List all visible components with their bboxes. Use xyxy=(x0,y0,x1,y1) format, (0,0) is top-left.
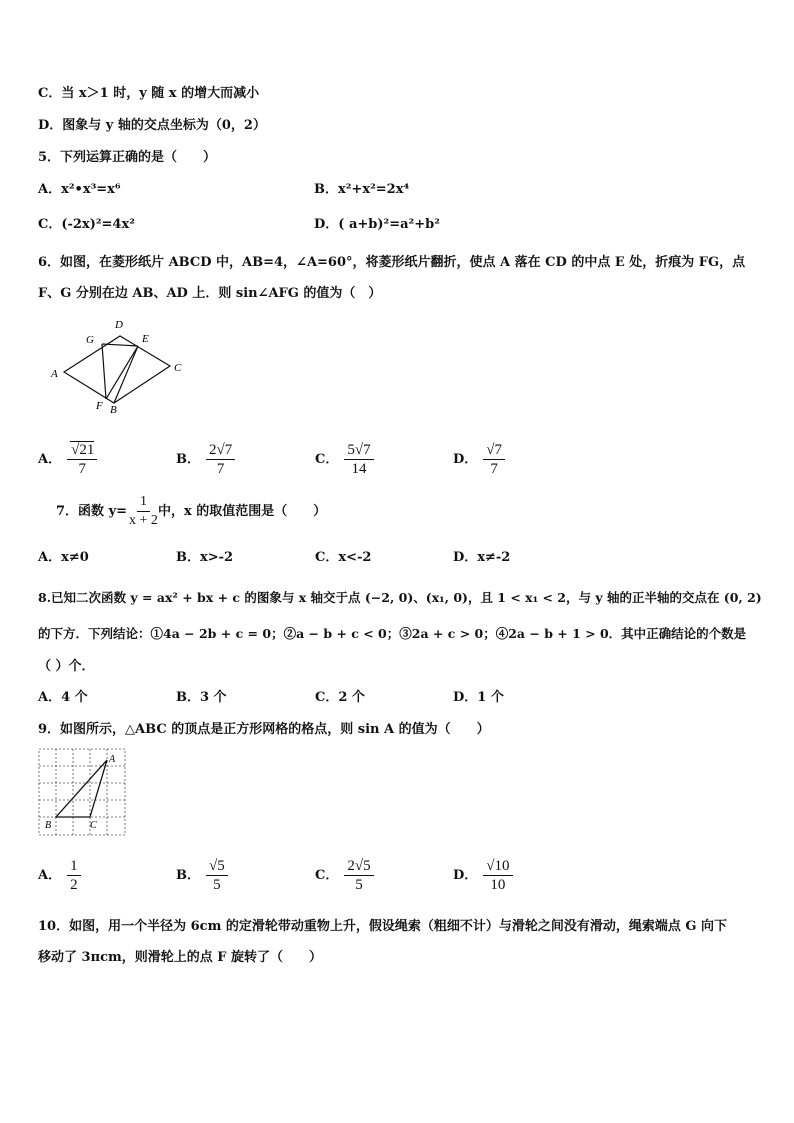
q5-option-b: B．x²+x²=2x⁴ xyxy=(314,182,410,197)
q8-stem-line3: （ ）个． xyxy=(38,659,95,674)
q8-option-b: B．3 个 xyxy=(176,690,227,705)
label-b: B xyxy=(45,820,52,831)
q10-stem-line1: 10．如图，用一个半径为 6cm 的定滑轮带动重物上升，假设绳索（粗细不计）与滑轮之间没有滑动，绳索端点 G 向下 xyxy=(38,919,728,934)
label-a: A xyxy=(51,368,58,380)
q6-stem-line2: F、G 分别在边 AB、AD 上．则 sin∠AFG 的值为（ ） xyxy=(38,286,382,301)
segment-fe xyxy=(106,346,138,399)
q7-option-d: D．x≠-2 xyxy=(453,550,511,565)
q4-option-c: C．当 x＞1 时，y 随 x 的增大而减小 xyxy=(38,86,260,101)
q9-grid-figure xyxy=(38,748,128,838)
q8-option-c: C．2 个 xyxy=(315,690,365,705)
label-c: C xyxy=(174,362,182,374)
q9-option-a: A． $\frac{1}{2}$ xyxy=(38,857,81,894)
label-f: F xyxy=(96,400,103,412)
q9-stem: 9．如图所示，△ABC 的顶点是正方形网格的格点，则 sin A 的值为（ ） xyxy=(38,722,490,737)
q6-stem-line1: 6．如图，在菱形纸片 ABCD 中，AB=4，∠A=60°，将菱形纸片翻折，使点 A 落在 CD 的中点 E 处，折痕为 FG，点 xyxy=(38,255,746,270)
q10-stem-line2: 移动了 3πcm，则滑轮上的点 F 旋转了（ ） xyxy=(38,950,323,965)
q8-option-d: D．1 个 xyxy=(453,690,504,705)
q6-option-b: B． $\frac{2√7}{7}$ xyxy=(176,441,235,478)
q8-stem-line2: 的下方．下列结论：①4a − 2b + c = 0；②a − b + c < 0；③2a + c > 0；④2a − b + 1 > 0．其中正确结论的个数是 xyxy=(38,626,747,641)
q7-option-a: A．x≠0 xyxy=(38,550,89,565)
label-d: D xyxy=(115,319,123,331)
q5-option-c: C．(-2x)²=4x² xyxy=(38,217,135,232)
q8-stem-line1: 8.已知二次函数 y = ax² + bx + c 的图象与 x 轴交于点 (−2, 0)、(x₁, 0)，且 1 < x₁ < 2，与 y 轴的正半轴的交点在 (0, 2) xyxy=(38,590,762,605)
fold-line-fg xyxy=(102,344,106,399)
label-c: C xyxy=(90,820,97,831)
label-g: G xyxy=(86,334,94,346)
label-a: A xyxy=(109,754,116,765)
triangle-abc xyxy=(56,760,107,817)
q7-option-b: B．x>-2 xyxy=(176,550,234,565)
q6-option-d: D． $\frac{√7}{7}$ xyxy=(453,441,505,478)
label-b: B xyxy=(110,404,117,416)
q5-option-a: A．x²•x³=x⁶ xyxy=(38,182,121,197)
q9-option-d: D． $\frac{√10}{10}$ xyxy=(453,857,513,894)
q9-option-b: B． $\frac{√5}{5}$ xyxy=(176,857,228,894)
q6-option-a: A． $\frac{√21}{7}$ xyxy=(38,441,97,478)
segment-ge xyxy=(102,344,138,346)
q5-option-d: D．( a+b)²=a²+b² xyxy=(314,217,440,232)
q4-option-d: D．图象与 y 轴的交点坐标为（0，2） xyxy=(38,118,266,133)
q7-option-c: C．x<-2 xyxy=(315,550,372,565)
label-e: E xyxy=(142,333,149,345)
rhombus-abcd xyxy=(64,336,170,403)
q7-stem: 7．函数 y= $\frac{1}{x + 2}$ 中，x 的取值范围是（ ） xyxy=(56,494,327,528)
q5-stem: 5．下列运算正确的是（ ） xyxy=(38,150,217,165)
q9-option-c: C． $\frac{2√5}{5}$ xyxy=(315,857,374,894)
q8-option-a: A．4 个 xyxy=(38,690,88,705)
q6-option-c: C． $\frac{5√7}{14}$ xyxy=(315,441,374,478)
q6-rhombus-figure xyxy=(44,314,194,418)
